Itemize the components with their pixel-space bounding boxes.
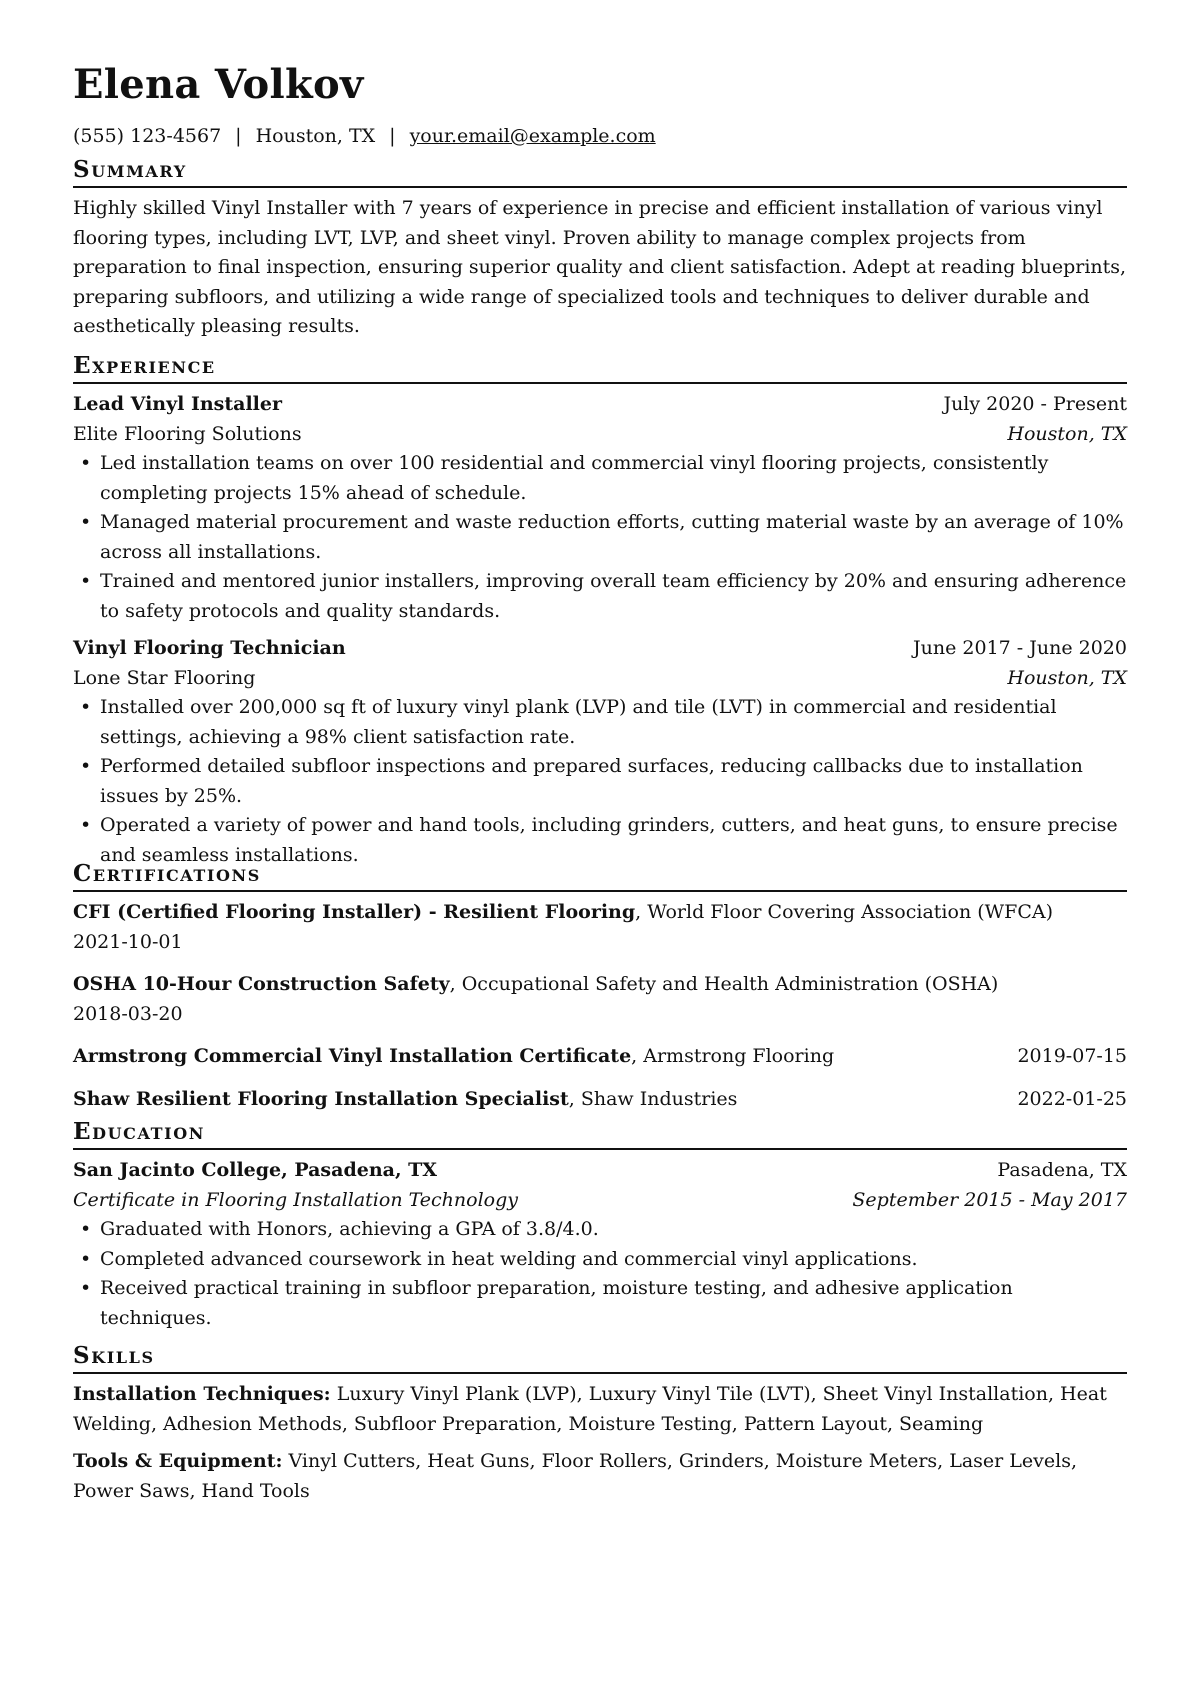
school-location: Pasadena, TX <box>997 1159 1127 1181</box>
list-item: • Operated a variety of power and hand tools, including grinders, cutters, and heat guns, to ensure precise and seamless installations. <box>73 811 1127 870</box>
job-company: Lone Star Flooring <box>73 666 256 689</box>
certification-issuer: , Armstrong Flooring <box>631 1045 835 1067</box>
section-divider <box>73 382 1127 384</box>
education-bullets <box>73 1215 1127 1333</box>
job-company: Elite Flooring Solutions <box>73 422 302 445</box>
skill-group-label: Tools & Equipment: <box>73 1450 283 1472</box>
contact-separator: | <box>235 125 242 147</box>
certification-date: 2018-03-20 <box>73 1002 183 1025</box>
section-divider <box>73 1372 1127 1374</box>
section-title: Skills <box>73 1342 155 1369</box>
summary-section <box>73 156 1127 342</box>
email-link[interactable]: your.email@example.com <box>409 125 656 147</box>
job-header <box>73 390 1127 420</box>
section-divider <box>73 890 1127 892</box>
experience-section <box>73 352 1127 878</box>
certification-entry <box>73 1042 1127 1072</box>
certification-issuer: , Occupational Safety and Health Administration (OSHA) <box>449 973 999 995</box>
certification-entry <box>73 1085 1127 1115</box>
education-dates: September 2015 - May 2017 <box>852 1188 1127 1211</box>
job-bullets <box>73 449 1127 626</box>
contact-separator: | <box>389 125 396 147</box>
certification-name: CFI (Certified Flooring Installer) - Resilient Flooring <box>73 901 636 923</box>
section-divider <box>73 186 1127 188</box>
certification-name: Armstrong Commercial Vinyl Installation Certificate <box>73 1045 632 1067</box>
candidate-name: Elena Volkov <box>73 61 364 108</box>
certification-entry <box>73 970 1127 1029</box>
job-subheader <box>73 664 1127 694</box>
skill-group <box>73 1380 1127 1439</box>
job-dates: June 2017 - June 2020 <box>913 637 1127 659</box>
section-title: Summary <box>73 156 187 183</box>
phone-number: (555) 123-4567 <box>73 125 222 147</box>
job-dates: July 2020 - Present <box>943 393 1127 415</box>
skills-section <box>73 1342 1127 1514</box>
certification-issuer: , World Floor Covering Association (WFCA) <box>635 901 1054 923</box>
education-subheader <box>73 1186 1127 1216</box>
certifications-section <box>73 860 1127 1114</box>
list-item: • Managed material procurement and waste reduction efforts, cutting material waste by an average of 10% across all installations. <box>73 508 1127 567</box>
job-subheader <box>73 420 1127 450</box>
certification-line <box>73 970 1127 1000</box>
skill-group <box>73 1447 1127 1506</box>
section-title: Experience <box>73 352 216 379</box>
certification-issuer: , Shaw Industries <box>568 1087 738 1110</box>
skill-group-label: Installation Techniques: <box>73 1383 331 1405</box>
certification-name: Shaw Resilient Flooring Installation Specialist <box>73 1087 569 1110</box>
degree-name: Certificate in Flooring Installation Technology <box>73 1188 518 1211</box>
list-item: • Installed over 200,000 sq ft of luxury vinyl plank (LVP) and tile (LVT) in commercial and residential settings, achieving a 98% client satisfaction rate. <box>73 693 1127 752</box>
education-header <box>73 1156 1127 1186</box>
job-location: Houston, TX <box>1007 422 1127 445</box>
list-item: • Performed detailed subfloor inspections and prepared surfaces, reducing callbacks due to installation issues by 25%. <box>73 752 1127 811</box>
section-title: Education <box>73 1118 205 1145</box>
list-item: • Graduated with Honors, achieving a GPA of 3.8/4.0. <box>73 1215 1127 1245</box>
list-item: • Received practical training in subfloor preparation, moisture testing, and adhesive application techniques. <box>73 1274 1127 1333</box>
job-entry <box>73 634 1127 870</box>
job-role: Vinyl Flooring Technician <box>73 637 346 659</box>
list-item: • Led installation teams on over 100 residential and commercial vinyl flooring projects, consistently completing projects 15% ahead of schedule. <box>73 449 1127 508</box>
section-title: Certifications <box>73 860 261 887</box>
certification-line <box>73 1085 737 1115</box>
job-bullets <box>73 693 1127 870</box>
list-item: • Completed advanced coursework in heat welding and commercial vinyl applications. <box>73 1245 1127 1275</box>
job-role: Lead Vinyl Installer <box>73 393 282 415</box>
section-divider <box>73 1148 1127 1150</box>
school-name: San Jacinto College, Pasadena, TX <box>73 1159 438 1181</box>
certification-name: OSHA 10-Hour Construction Safety <box>73 973 450 995</box>
certification-entry <box>73 898 1127 957</box>
job-location: Houston, TX <box>1007 666 1127 689</box>
certification-date: 2019-07-15 <box>1017 1045 1127 1067</box>
certification-date: 2021-10-01 <box>73 930 183 953</box>
education-section <box>73 1118 1127 1333</box>
list-item: • Trained and mentored junior installers, improving overall team efficiency by 20% and ensuring adherence to safety protocols and quality standards. <box>73 567 1127 626</box>
certification-line <box>73 898 1127 928</box>
certification-date: 2022-01-25 <box>1017 1087 1127 1110</box>
skill-group-items: Vinyl Cutters, Heat Guns, Floor Rollers, Grinders, Moisture Meters, Laser Levels, Power Saws, Hand Tools <box>73 1450 1078 1502</box>
skill-group-items: Luxury Vinyl Plank (LVP), Luxury Vinyl Tile (LVT), Sheet Vinyl Installation, Heat Welding, Adhesion Methods, Subfloor Preparation, Moisture Testing, Pattern Layout, Seaming <box>73 1383 1107 1435</box>
job-entry <box>73 390 1127 626</box>
location: Houston, TX <box>255 125 376 147</box>
summary-text: Highly skilled Vinyl Installer with 7 years of experience in precise and efficient installation of various vinyl flooring types, including LVT, LVP, and sheet vinyl. Proven ability to manage complex projects from preparation to final inspection, ensuring superior quality and client satisfaction. Adept at reading blueprints, preparing subfloors, and utilizing a wide range of specialized tools and techniques to deliver durable and aesthetically pleasing results. <box>73 197 1127 337</box>
job-header <box>73 634 1127 664</box>
contact-line <box>73 122 656 150</box>
certification-line <box>73 1042 834 1072</box>
